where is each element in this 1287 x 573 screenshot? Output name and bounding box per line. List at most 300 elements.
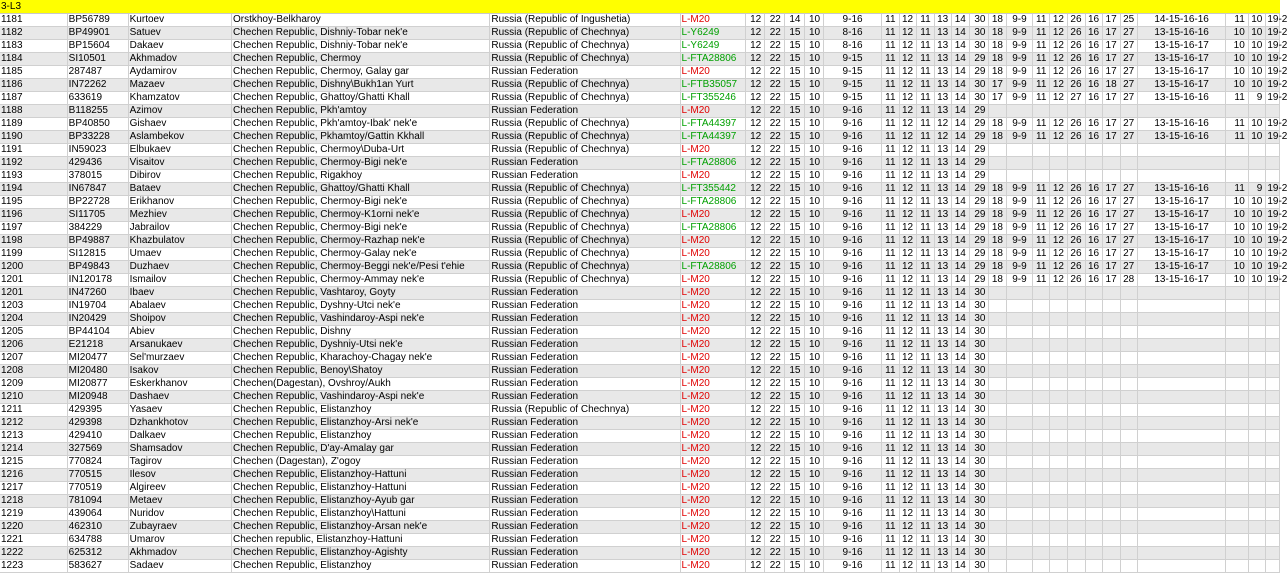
cell-s4[interactable]: 10 [804, 27, 824, 40]
cell-country[interactable]: Russian Federation [490, 417, 680, 430]
cell-s17[interactable]: 16 [1085, 79, 1103, 92]
cell-s12[interactable] [989, 443, 1007, 456]
cell-s22[interactable] [1248, 534, 1266, 547]
cell-id[interactable]: 1222 [0, 547, 67, 560]
cell-s14[interactable]: 11 [1032, 235, 1050, 248]
cell-s12[interactable] [989, 300, 1007, 313]
cell-region[interactable]: Chechen Republic, Chermoy-Ammay nek'e [231, 274, 489, 287]
cell-s19[interactable] [1120, 170, 1138, 183]
cell-s5[interactable]: 9-16 [824, 131, 882, 144]
cell-country[interactable]: Russia (Republic of Chechnya) [490, 118, 680, 131]
cell-s14[interactable] [1032, 287, 1050, 300]
cell-s5[interactable]: 9-16 [824, 508, 882, 521]
cell-haplogroup[interactable]: L-M20 [680, 274, 745, 287]
cell-s14[interactable] [1032, 313, 1050, 326]
cell-s4[interactable]: 10 [804, 79, 824, 92]
cell-s17[interactable] [1085, 352, 1103, 365]
cell-s14[interactable] [1032, 547, 1050, 560]
cell-s16[interactable] [1067, 105, 1085, 118]
cell-s19[interactable] [1120, 404, 1138, 417]
cell-kit[interactable]: BP49887 [67, 235, 128, 248]
cell-s10[interactable]: 14 [952, 378, 970, 391]
cell-s12[interactable] [989, 170, 1007, 183]
cell-s4[interactable]: 10 [804, 157, 824, 170]
cell-s5[interactable]: 9-16 [824, 144, 882, 157]
cell-s16[interactable] [1067, 326, 1085, 339]
cell-s21[interactable] [1226, 105, 1249, 118]
cell-s4[interactable]: 10 [804, 170, 824, 183]
cell-s7[interactable]: 12 [899, 534, 917, 547]
cell-s17[interactable] [1085, 157, 1103, 170]
cell-s16[interactable]: 26 [1067, 14, 1085, 27]
cell-s11[interactable]: 29 [969, 235, 989, 248]
cell-s12[interactable] [989, 287, 1007, 300]
cell-s5[interactable]: 9-16 [824, 521, 882, 534]
cell-s12[interactable]: 18 [989, 66, 1007, 79]
cell-s2[interactable]: 22 [765, 14, 785, 27]
cell-s3[interactable]: 15 [784, 287, 804, 300]
cell-s22[interactable] [1248, 313, 1266, 326]
cell-s19[interactable]: 27 [1120, 53, 1138, 66]
cell-haplogroup[interactable]: L-M20 [680, 235, 745, 248]
cell-s1[interactable]: 12 [745, 222, 765, 235]
cell-s16[interactable] [1067, 469, 1085, 482]
cell-s2[interactable]: 22 [765, 144, 785, 157]
cell-s9[interactable]: 13 [934, 534, 952, 547]
cell-s17[interactable] [1085, 417, 1103, 430]
cell-region[interactable]: Chechen Republic, Chermoy-Galay nek'e [231, 248, 489, 261]
cell-s12[interactable]: 17 [989, 79, 1007, 92]
cell-s5[interactable]: 9-16 [824, 248, 882, 261]
cell-s23[interactable] [1266, 495, 1280, 508]
cell-s1[interactable]: 12 [745, 508, 765, 521]
cell-s9[interactable]: 13 [934, 365, 952, 378]
cell-kit[interactable]: BP40850 [67, 118, 128, 131]
cell-s23[interactable] [1266, 417, 1280, 430]
cell-haplogroup[interactable]: L-M20 [680, 170, 745, 183]
cell-s13[interactable]: 9-9 [1007, 261, 1033, 274]
cell-s11[interactable]: 29 [969, 105, 989, 118]
cell-s4[interactable]: 10 [804, 508, 824, 521]
cell-s9[interactable]: 12 [934, 118, 952, 131]
cell-s21[interactable] [1226, 157, 1249, 170]
cell-s16[interactable] [1067, 378, 1085, 391]
cell-s10[interactable]: 14 [952, 495, 970, 508]
cell-s5[interactable]: 9-15 [824, 79, 882, 92]
cell-id[interactable]: 1217 [0, 482, 67, 495]
cell-s13[interactable] [1007, 456, 1033, 469]
cell-country[interactable]: Russia (Republic of Chechnya) [490, 183, 680, 196]
cell-s16[interactable] [1067, 391, 1085, 404]
cell-id[interactable]: 1188 [0, 105, 67, 118]
cell-s2[interactable]: 22 [765, 131, 785, 144]
cell-surname[interactable]: Eskerkhanov [128, 378, 231, 391]
cell-s7[interactable]: 12 [899, 287, 917, 300]
cell-s4[interactable]: 10 [804, 40, 824, 53]
cell-id[interactable]: 1218 [0, 495, 67, 508]
cell-s6[interactable]: 11 [882, 300, 900, 313]
cell-s4[interactable]: 10 [804, 14, 824, 27]
cell-s14[interactable]: 11 [1032, 131, 1050, 144]
cell-s4[interactable]: 10 [804, 417, 824, 430]
cell-country[interactable]: Russian Federation [490, 508, 680, 521]
cell-s23[interactable] [1266, 326, 1280, 339]
cell-s4[interactable]: 10 [804, 443, 824, 456]
cell-region[interactable]: Chechen Republic, Elistanzhoy [231, 404, 489, 417]
cell-haplogroup[interactable]: L-M20 [680, 469, 745, 482]
cell-s3[interactable]: 15 [784, 482, 804, 495]
cell-surname[interactable]: Dibirov [128, 170, 231, 183]
cell-s17[interactable]: 16 [1085, 222, 1103, 235]
cell-s13[interactable] [1007, 105, 1033, 118]
cell-s9[interactable]: 13 [934, 79, 952, 92]
cell-id[interactable]: 1205 [0, 326, 67, 339]
cell-s15[interactable]: 12 [1050, 248, 1068, 261]
cell-s23[interactable] [1266, 378, 1280, 391]
cell-s9[interactable]: 13 [934, 235, 952, 248]
cell-s8[interactable]: 11 [917, 417, 935, 430]
cell-haplogroup[interactable]: L-M20 [680, 144, 745, 157]
cell-id[interactable]: 1184 [0, 53, 67, 66]
cell-s11[interactable]: 30 [969, 508, 989, 521]
cell-s13[interactable]: 9-9 [1007, 196, 1033, 209]
cell-s3[interactable]: 15 [784, 183, 804, 196]
cell-s9[interactable]: 13 [934, 248, 952, 261]
cell-s15[interactable] [1050, 482, 1068, 495]
cell-surname[interactable]: Azimov [128, 105, 231, 118]
cell-s11[interactable]: 30 [969, 482, 989, 495]
cell-s21[interactable]: 10 [1226, 53, 1249, 66]
cell-haplogroup[interactable]: L-FTA28806 [680, 261, 745, 274]
cell-s4[interactable]: 10 [804, 352, 824, 365]
cell-s4[interactable]: 10 [804, 326, 824, 339]
cell-s20[interactable] [1138, 417, 1226, 430]
cell-s5[interactable]: 9-15 [824, 92, 882, 105]
cell-country[interactable]: Russia (Republic of Chechnya) [490, 131, 680, 144]
cell-s8[interactable]: 11 [917, 66, 935, 79]
cell-s18[interactable]: 17 [1103, 66, 1121, 79]
cell-id[interactable]: 1185 [0, 66, 67, 79]
cell-s5[interactable]: 9-16 [824, 118, 882, 131]
cell-s12[interactable]: 18 [989, 131, 1007, 144]
cell-s5[interactable]: 9-16 [824, 482, 882, 495]
cell-surname[interactable]: Umaev [128, 248, 231, 261]
cell-s1[interactable]: 12 [745, 183, 765, 196]
cell-s11[interactable]: 29 [969, 53, 989, 66]
cell-region[interactable]: Chechen Republic, Elistanzhoy\Hattuni [231, 508, 489, 521]
cell-s11[interactable]: 30 [969, 443, 989, 456]
cell-s5[interactable]: 9-16 [824, 378, 882, 391]
cell-s3[interactable]: 15 [784, 300, 804, 313]
cell-kit[interactable]: IN67847 [67, 183, 128, 196]
cell-s23[interactable] [1266, 404, 1280, 417]
cell-s3[interactable]: 15 [784, 235, 804, 248]
cell-s19[interactable] [1120, 352, 1138, 365]
cell-s8[interactable]: 11 [917, 378, 935, 391]
cell-region[interactable]: Chechen Republic, Elistanzhoy-Arsan nek'e [231, 521, 489, 534]
cell-surname[interactable]: Kurtoev [128, 14, 231, 27]
cell-country[interactable]: Russian Federation [490, 560, 680, 573]
cell-s13[interactable] [1007, 287, 1033, 300]
cell-id[interactable]: 1200 [0, 261, 67, 274]
cell-region[interactable]: Chechen Republic, Dishny [231, 326, 489, 339]
cell-s21[interactable]: 10 [1226, 274, 1249, 287]
cell-s16[interactable] [1067, 521, 1085, 534]
cell-s19[interactable]: 25 [1120, 14, 1138, 27]
cell-s14[interactable]: 11 [1032, 40, 1050, 53]
cell-s1[interactable]: 12 [745, 482, 765, 495]
cell-s11[interactable]: 30 [969, 547, 989, 560]
cell-s9[interactable]: 13 [934, 560, 952, 573]
cell-s5[interactable]: 9-16 [824, 313, 882, 326]
cell-s23[interactable]: 19-2 [1267, 118, 1287, 129]
cell-surname[interactable]: Shoipov [128, 313, 231, 326]
cell-surname[interactable]: Ibaev [128, 287, 231, 300]
cell-s17[interactable] [1085, 430, 1103, 443]
cell-kit[interactable]: SI10501 [67, 53, 128, 66]
cell-s18[interactable] [1103, 352, 1121, 365]
cell-s13[interactable] [1007, 482, 1033, 495]
cell-s22[interactable]: 10 [1248, 27, 1266, 40]
cell-s20[interactable] [1138, 352, 1226, 365]
cell-s21[interactable]: 10 [1226, 209, 1249, 222]
cell-s18[interactable] [1103, 547, 1121, 560]
cell-s17[interactable]: 16 [1085, 235, 1103, 248]
cell-country[interactable]: Russian Federation [490, 157, 680, 170]
cell-s13[interactable]: 9-9 [1007, 53, 1033, 66]
cell-s1[interactable]: 12 [745, 105, 765, 118]
cell-haplogroup[interactable]: L-M20 [680, 209, 745, 222]
cell-region[interactable]: Chechen Republic, Elistanzhoy-Agishty [231, 547, 489, 560]
cell-s3[interactable]: 15 [784, 157, 804, 170]
cell-s18[interactable] [1103, 534, 1121, 547]
cell-s5[interactable]: 9-16 [824, 339, 882, 352]
cell-s14[interactable]: 11 [1032, 118, 1050, 131]
cell-region[interactable]: Chechen Republic, Dyshniy-Utsi nek'e [231, 339, 489, 352]
cell-region[interactable]: Chechen Republic, Elistanzhoy [231, 430, 489, 443]
cell-s9[interactable]: 13 [934, 495, 952, 508]
cell-haplogroup[interactable]: L-M20 [680, 521, 745, 534]
cell-kit[interactable]: MI20477 [67, 352, 128, 365]
cell-s21[interactable] [1226, 352, 1249, 365]
cell-s20[interactable] [1138, 287, 1226, 300]
cell-s16[interactable] [1067, 144, 1085, 157]
cell-id[interactable]: 1197 [0, 222, 67, 235]
cell-surname[interactable]: Sel'murzaev [128, 352, 231, 365]
cell-s23[interactable]: 19-2 [1267, 14, 1287, 25]
cell-haplogroup[interactable]: L-M20 [680, 430, 745, 443]
cell-s10[interactable]: 14 [952, 92, 970, 105]
cell-s14[interactable]: 11 [1032, 248, 1050, 261]
cell-s2[interactable]: 22 [765, 92, 785, 105]
cell-s13[interactable]: 9-9 [1007, 209, 1033, 222]
cell-s3[interactable]: 15 [784, 209, 804, 222]
cell-s16[interactable] [1067, 170, 1085, 183]
cell-s8[interactable]: 11 [917, 495, 935, 508]
cell-s5[interactable]: 9-16 [824, 300, 882, 313]
cell-s12[interactable]: 18 [989, 14, 1007, 27]
cell-s9[interactable]: 13 [934, 508, 952, 521]
cell-s6[interactable]: 11 [882, 313, 900, 326]
cell-s14[interactable]: 11 [1032, 261, 1050, 274]
cell-s13[interactable]: 9-9 [1007, 248, 1033, 261]
cell-surname[interactable]: Shamsadov [128, 443, 231, 456]
cell-region[interactable]: Chechen Republic, Pkhamtoy/Gattin Kkhall [231, 131, 489, 144]
cell-s6[interactable]: 11 [882, 365, 900, 378]
cell-s19[interactable] [1120, 521, 1138, 534]
cell-s6[interactable]: 11 [882, 339, 900, 352]
cell-s12[interactable] [989, 391, 1007, 404]
cell-s12[interactable] [989, 326, 1007, 339]
cell-s7[interactable]: 12 [899, 300, 917, 313]
cell-s12[interactable]: 18 [989, 235, 1007, 248]
cell-s16[interactable]: 26 [1067, 248, 1085, 261]
cell-s4[interactable]: 10 [804, 365, 824, 378]
cell-s7[interactable]: 12 [899, 53, 917, 66]
cell-s22[interactable]: 10 [1248, 222, 1266, 235]
cell-haplogroup[interactable]: L-M20 [680, 508, 745, 521]
cell-s19[interactable] [1120, 456, 1138, 469]
cell-region[interactable]: Chechen Republic, Ghattoy/Ghatti Khall [231, 183, 489, 196]
cell-haplogroup[interactable]: L-M20 [680, 404, 745, 417]
cell-s21[interactable] [1226, 378, 1249, 391]
cell-s22[interactable]: 10 [1248, 131, 1266, 144]
cell-s22[interactable] [1248, 547, 1266, 560]
cell-s9[interactable]: 13 [934, 274, 952, 287]
cell-s6[interactable]: 11 [882, 534, 900, 547]
cell-s3[interactable]: 15 [784, 79, 804, 92]
cell-s16[interactable] [1067, 482, 1085, 495]
cell-s22[interactable]: 10 [1248, 235, 1266, 248]
cell-id[interactable]: 1195 [0, 196, 67, 209]
cell-id[interactable]: 1210 [0, 391, 67, 404]
cell-s22[interactable]: 9 [1248, 92, 1266, 105]
cell-s9[interactable]: 13 [934, 183, 952, 196]
cell-id[interactable]: 1182 [0, 27, 67, 40]
cell-s15[interactable]: 12 [1050, 14, 1068, 27]
cell-s8[interactable]: 11 [917, 131, 935, 144]
cell-s4[interactable]: 10 [804, 118, 824, 131]
cell-s15[interactable] [1050, 105, 1068, 118]
cell-s17[interactable]: 16 [1085, 183, 1103, 196]
cell-s10[interactable]: 14 [952, 261, 970, 274]
cell-s16[interactable] [1067, 430, 1085, 443]
cell-s22[interactable] [1248, 144, 1266, 157]
cell-s8[interactable]: 11 [917, 534, 935, 547]
cell-s20[interactable] [1138, 313, 1226, 326]
cell-s1[interactable]: 12 [745, 170, 765, 183]
cell-s9[interactable]: 13 [934, 300, 952, 313]
cell-s2[interactable]: 22 [765, 274, 785, 287]
cell-s17[interactable] [1085, 378, 1103, 391]
cell-s1[interactable]: 12 [745, 27, 765, 40]
cell-s22[interactable]: 10 [1248, 79, 1266, 92]
cell-s10[interactable]: 14 [952, 508, 970, 521]
cell-country[interactable]: Russian Federation [490, 547, 680, 560]
cell-s8[interactable]: 11 [917, 274, 935, 287]
cell-s20[interactable] [1138, 508, 1226, 521]
cell-s20[interactable]: 13-15-16-17 [1138, 235, 1226, 248]
cell-s18[interactable] [1103, 469, 1121, 482]
cell-s2[interactable]: 22 [765, 40, 785, 53]
cell-s18[interactable]: 17 [1103, 131, 1121, 144]
cell-s22[interactable] [1248, 560, 1266, 573]
cell-s8[interactable]: 11 [917, 53, 935, 66]
cell-s19[interactable] [1120, 326, 1138, 339]
cell-s18[interactable] [1103, 326, 1121, 339]
cell-s19[interactable] [1120, 508, 1138, 521]
cell-s11[interactable]: 30 [969, 352, 989, 365]
cell-s13[interactable] [1007, 430, 1033, 443]
cell-s20[interactable]: 14-15-16-16 [1138, 14, 1226, 27]
cell-s8[interactable]: 11 [917, 365, 935, 378]
cell-s4[interactable]: 10 [804, 196, 824, 209]
cell-s23[interactable] [1266, 287, 1280, 300]
cell-surname[interactable]: Abalaev [128, 300, 231, 313]
cell-s8[interactable]: 11 [917, 313, 935, 326]
cell-s23[interactable]: 19-2 [1267, 222, 1287, 233]
cell-s3[interactable]: 15 [784, 27, 804, 40]
cell-s12[interactable] [989, 157, 1007, 170]
cell-s19[interactable]: 27 [1120, 248, 1138, 261]
cell-s20[interactable] [1138, 378, 1226, 391]
cell-s14[interactable] [1032, 482, 1050, 495]
cell-s6[interactable]: 11 [882, 508, 900, 521]
cell-s6[interactable]: 11 [882, 66, 900, 79]
cell-haplogroup[interactable]: L-M20 [680, 560, 745, 573]
cell-s12[interactable]: 18 [989, 209, 1007, 222]
cell-s8[interactable]: 11 [917, 261, 935, 274]
cell-s6[interactable]: 11 [882, 209, 900, 222]
cell-s21[interactable]: 11 [1226, 14, 1249, 27]
cell-region[interactable]: Chechen(Dagestan), Ovshroy/Aukh [231, 378, 489, 391]
cell-s11[interactable]: 30 [969, 313, 989, 326]
cell-s8[interactable]: 11 [917, 521, 935, 534]
cell-s14[interactable]: 11 [1032, 53, 1050, 66]
cell-s5[interactable]: 9-16 [824, 456, 882, 469]
cell-s16[interactable]: 26 [1067, 53, 1085, 66]
cell-haplogroup[interactable]: L-FT355442 [680, 183, 745, 196]
cell-s20[interactable] [1138, 482, 1226, 495]
cell-s11[interactable]: 30 [969, 456, 989, 469]
cell-s4[interactable]: 10 [804, 534, 824, 547]
cell-s14[interactable] [1032, 521, 1050, 534]
cell-s21[interactable] [1226, 482, 1249, 495]
cell-s22[interactable] [1248, 443, 1266, 456]
cell-s16[interactable]: 26 [1067, 235, 1085, 248]
cell-s7[interactable]: 12 [899, 456, 917, 469]
cell-id[interactable]: 1203 [0, 300, 67, 313]
cell-s7[interactable]: 12 [899, 495, 917, 508]
cell-s10[interactable]: 14 [952, 157, 970, 170]
cell-s23[interactable] [1266, 170, 1280, 183]
cell-s20[interactable]: 13-15-16-17 [1138, 40, 1226, 53]
cell-s7[interactable]: 12 [899, 14, 917, 27]
cell-s10[interactable]: 14 [952, 183, 970, 196]
cell-s22[interactable]: 9 [1248, 183, 1266, 196]
cell-s15[interactable] [1050, 521, 1068, 534]
cell-s16[interactable]: 26 [1067, 261, 1085, 274]
cell-s15[interactable] [1050, 508, 1068, 521]
cell-s21[interactable]: 10 [1226, 27, 1249, 40]
cell-surname[interactable]: Ilesov [128, 469, 231, 482]
cell-haplogroup[interactable]: L-M20 [680, 14, 745, 27]
cell-s20[interactable] [1138, 157, 1226, 170]
cell-s3[interactable]: 15 [784, 352, 804, 365]
cell-kit[interactable]: BP49901 [67, 27, 128, 40]
cell-s18[interactable]: 17 [1103, 14, 1121, 27]
cell-s14[interactable] [1032, 339, 1050, 352]
